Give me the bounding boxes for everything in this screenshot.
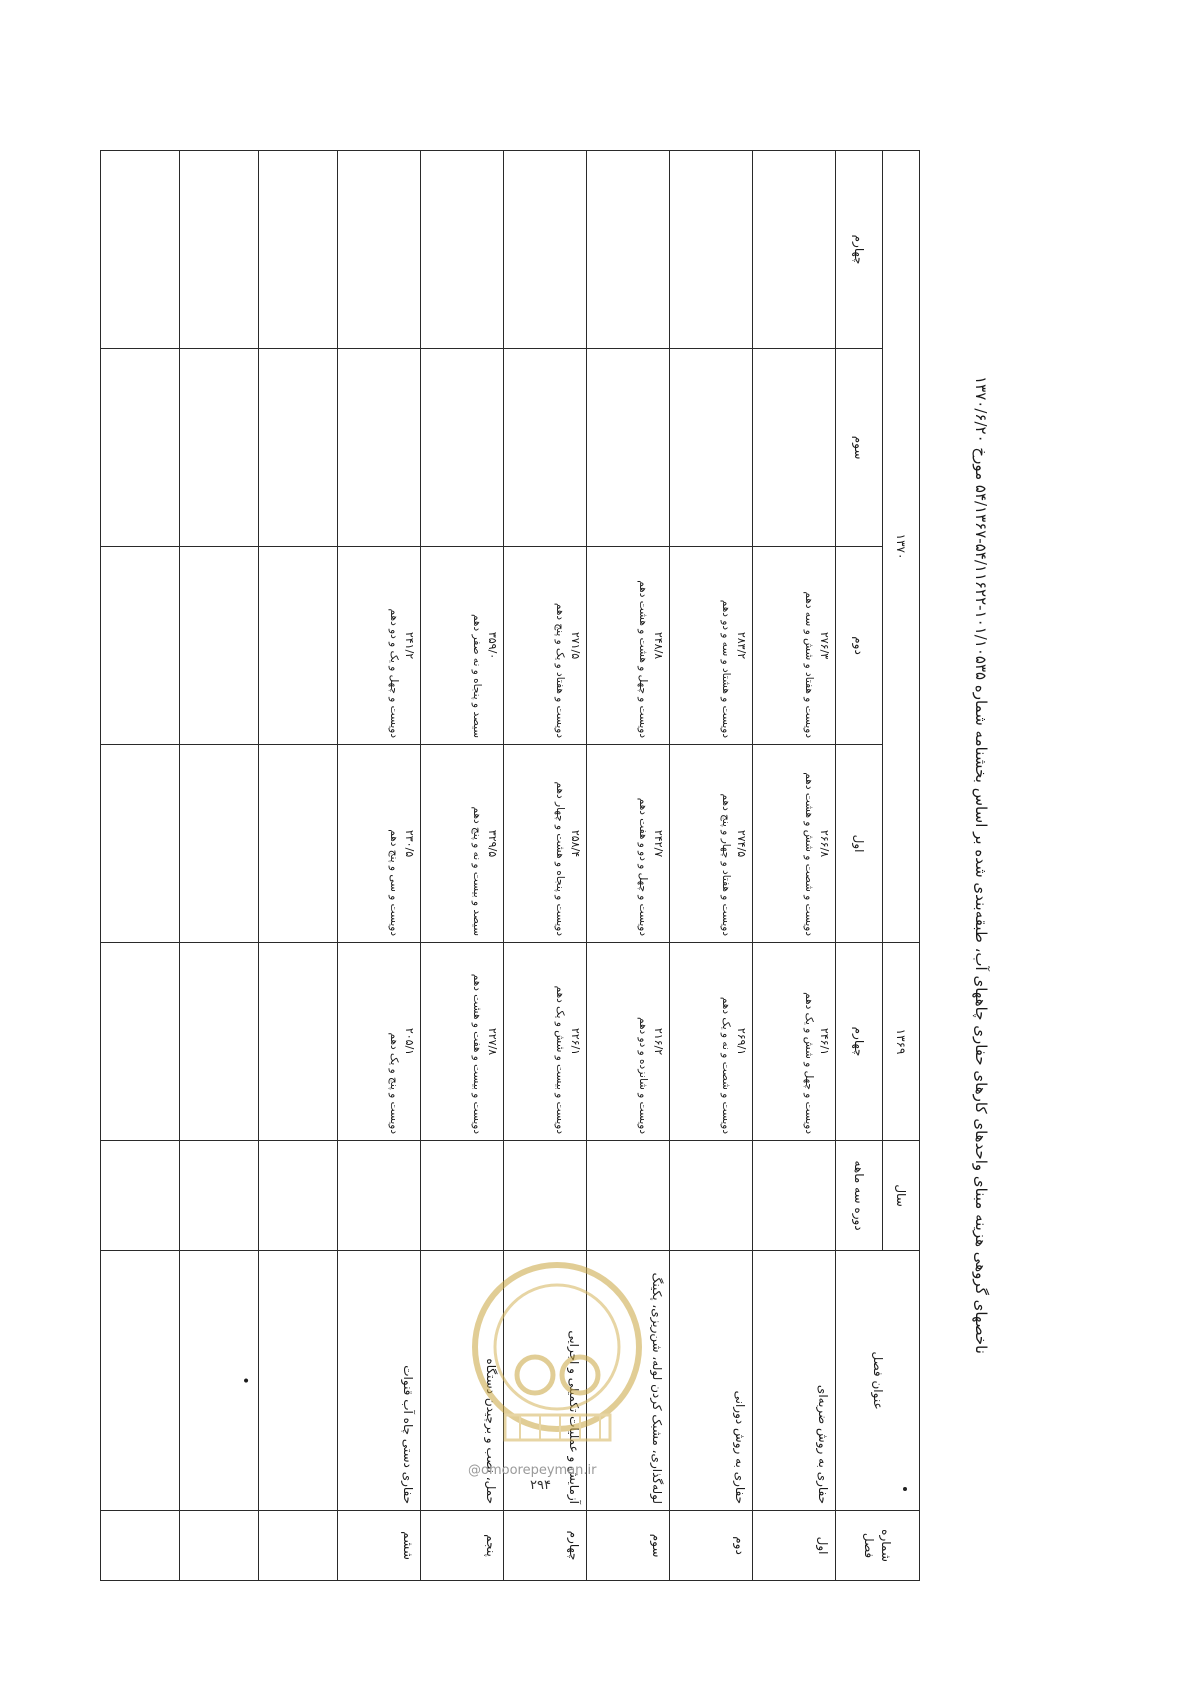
season-range-cell — [752, 1141, 835, 1251]
index-value: ۲۲۷/۸ — [485, 1027, 499, 1056]
index-value-in-words: دویست و شانزده و دو دهم — [637, 1017, 650, 1135]
index-value-in-words: دویست و هشتاد و سه و دو دهم — [720, 599, 733, 739]
index-value-in-words: دویست و هفتاد و شش و سه دهم — [803, 591, 816, 739]
index-value-in-words: سیصد و بیست و نه و پنج دهم — [470, 806, 483, 937]
row-number: چهارم — [503, 1511, 586, 1581]
index-value: ۲۶۶/۸ — [818, 829, 831, 858]
index-cell — [258, 349, 337, 547]
index-cell — [752, 151, 835, 349]
index-value-in-words: دویست و پنجاه و هشت و چهار دهم — [554, 781, 567, 937]
index-cell — [420, 943, 503, 1141]
header-year-1369: ۱۳۶۹ — [883, 943, 920, 1141]
index-cell — [420, 745, 503, 943]
index-cell — [101, 547, 180, 745]
season-range-cell — [179, 1141, 258, 1251]
header-season-4: سوم — [836, 349, 883, 547]
header-season-5: چهارم — [836, 151, 883, 349]
page-number: ۲۹۴ — [530, 1478, 551, 1493]
index-cell — [586, 151, 669, 349]
row-number: پنجم — [420, 1511, 503, 1581]
index-value: ۳۵۹/۰ — [485, 631, 499, 660]
index-cell — [420, 151, 503, 349]
index-value: ۲۷۶/۳ — [818, 631, 831, 660]
index-value-in-words: دویست و سی و پنج دهم — [387, 829, 400, 937]
season-range-cell — [669, 1141, 752, 1251]
header-title-label: عنوان فصل — [870, 1351, 885, 1410]
index-value: ۲۴۸/۸ — [651, 631, 665, 660]
index-value: ۲۴۶/۱ — [818, 1027, 831, 1056]
header-season-1: چهارم — [836, 943, 883, 1141]
index-cell — [669, 547, 752, 745]
row-title: • — [179, 1251, 258, 1511]
index-cell — [752, 349, 835, 547]
table-row — [669, 151, 752, 1581]
index-cell — [503, 745, 586, 943]
row-title: آزمایش و عملیات تکمیلی و اجرایی — [503, 1251, 586, 1511]
index-value: ۲۲۶/۱ — [568, 1027, 582, 1056]
index-value: ۲۴۲/۷ — [651, 829, 665, 858]
index-cell — [258, 943, 337, 1141]
season-range-cell — [258, 1141, 337, 1251]
index-value: ۳۲۹/۵ — [485, 829, 499, 858]
index-cell — [179, 151, 258, 349]
stray-dot — [903, 1487, 907, 1491]
index-value: ۲۸۳/۲ — [734, 631, 748, 660]
row-title: لوله‌گذاری، مشبک کردن لوله، شن‌ریزی، پکینگ — [586, 1251, 669, 1511]
row-number: ششم — [337, 1511, 420, 1581]
index-value-in-words: دویست و چهل و شش و یک دهم — [803, 992, 816, 1135]
index-cell — [337, 151, 420, 349]
index-cell — [752, 745, 835, 943]
table-row — [179, 151, 258, 1581]
index-cell — [669, 943, 752, 1141]
index-cell — [337, 349, 420, 547]
index-value-in-words: دویست و چهل و یک و دو دهم — [387, 608, 400, 739]
header-season-range: دوره سه ماهه — [836, 1141, 883, 1251]
index-cell — [258, 745, 337, 943]
season-range-cell — [101, 1141, 180, 1251]
index-value-in-words: دویست و بیست و هفت و هشت دهم — [470, 973, 483, 1135]
index-cell — [752, 943, 835, 1141]
index-cell — [179, 943, 258, 1141]
row-title — [258, 1251, 337, 1511]
index-value: ۲۱۶/۲ — [651, 1027, 665, 1056]
index-cell — [586, 943, 669, 1141]
index-value-in-words: دویست و چهل و دو و هفت دهم — [637, 797, 650, 937]
index-cell — [586, 547, 669, 745]
index-cell — [101, 151, 180, 349]
table-row — [752, 151, 835, 1581]
header-season-3: دوم — [836, 547, 883, 745]
index-value-in-words: دویست و هفتاد و یک و پنج دهم — [554, 602, 567, 739]
season-range-cell — [337, 1141, 420, 1251]
index-cell — [503, 943, 586, 1141]
index-cell — [669, 745, 752, 943]
index-value: ۲۴۱/۲ — [402, 631, 416, 660]
index-value-in-words: دویست و شصت و شش و هشت دهم — [803, 772, 816, 937]
index-cell — [586, 745, 669, 943]
index-value-in-words: سیصد و پنجاه و نه صفر دهم — [470, 613, 483, 739]
index-cell — [101, 745, 180, 943]
row-title — [101, 1251, 180, 1511]
row-number: اول — [752, 1511, 835, 1581]
watermark-seal-icon — [465, 1225, 650, 1470]
index-value: ۲۰۵/۱ — [402, 1027, 416, 1056]
index-cell — [586, 349, 669, 547]
index-cell — [752, 547, 835, 745]
index-cell — [179, 745, 258, 943]
index-value: ۲۷۱/۵ — [568, 631, 582, 660]
index-cell — [101, 943, 180, 1141]
header-year-1370: ۱۳۷۰ — [883, 151, 920, 943]
index-cell — [420, 349, 503, 547]
index-value-in-words: دویست و بیست و شش و یک دهم — [554, 985, 567, 1135]
table-row — [258, 151, 337, 1581]
index-cell — [337, 547, 420, 745]
index-value: ۲۳۰/۵ — [402, 829, 416, 858]
index-cell — [258, 151, 337, 349]
index-cell — [503, 349, 586, 547]
index-value-in-words: دویست و شصت و نه و یک دهم — [720, 996, 733, 1135]
header-year-label: سال — [883, 1141, 920, 1251]
watermark-text: @omoorepeyman.ir — [468, 1463, 597, 1478]
index-cell — [669, 151, 752, 349]
index-value-in-words: دویست و هفتاد و چهار و پنج دهم — [720, 793, 733, 937]
page-title: ناخصهای گروهی هزینه مبنای واحدهای کارهای حفاری چاههای آب، طبقه‌بندی شده بر اساس بخشنامه شماره ۱۰۱/۱۰۵۳۵-۵۴/۱۱۶۲۲-۵۴/۱۳۶۷ مورخ ۱۳۷۰/۶/۲۰ — [972, 376, 990, 1354]
row-number — [101, 1511, 180, 1581]
row-number: سوم — [586, 1511, 669, 1581]
index-cell — [337, 943, 420, 1141]
header-row-no: شماره فصل — [836, 1511, 920, 1581]
index-cell — [337, 745, 420, 943]
index-cell — [420, 547, 503, 745]
year-header-row — [883, 151, 920, 1581]
index-value-in-words: دویست و پنج و یک دهم — [387, 1032, 400, 1135]
row-title: حمل، نصب و برچیدن دستگاه — [420, 1251, 503, 1511]
table-row — [337, 151, 420, 1581]
index-cell — [503, 547, 586, 745]
header-title — [836, 1251, 920, 1511]
index-value-in-words: دویست و چهل و هشت و هشت دهم — [637, 580, 650, 739]
index-cell — [179, 547, 258, 745]
index-value: ۲۷۴/۵ — [734, 829, 748, 858]
row-number — [258, 1511, 337, 1581]
header-season-2: اول — [836, 745, 883, 943]
index-value: ۲۵۸/۴ — [568, 829, 582, 858]
row-title: حفاری به روش ضربه‌ای — [752, 1251, 835, 1511]
index-cell — [101, 349, 180, 547]
index-cell — [503, 151, 586, 349]
index-cell — [179, 349, 258, 547]
index-value: ۲۶۹/۱ — [734, 1027, 748, 1056]
table-row — [101, 151, 180, 1581]
row-number: دوم — [669, 1511, 752, 1581]
row-title: حفاری دستی چاه آب قنوات — [337, 1251, 420, 1511]
row-title: حفاری به روش دورانی — [669, 1251, 752, 1511]
index-cell — [258, 547, 337, 745]
index-cell — [669, 349, 752, 547]
row-number — [179, 1511, 258, 1581]
